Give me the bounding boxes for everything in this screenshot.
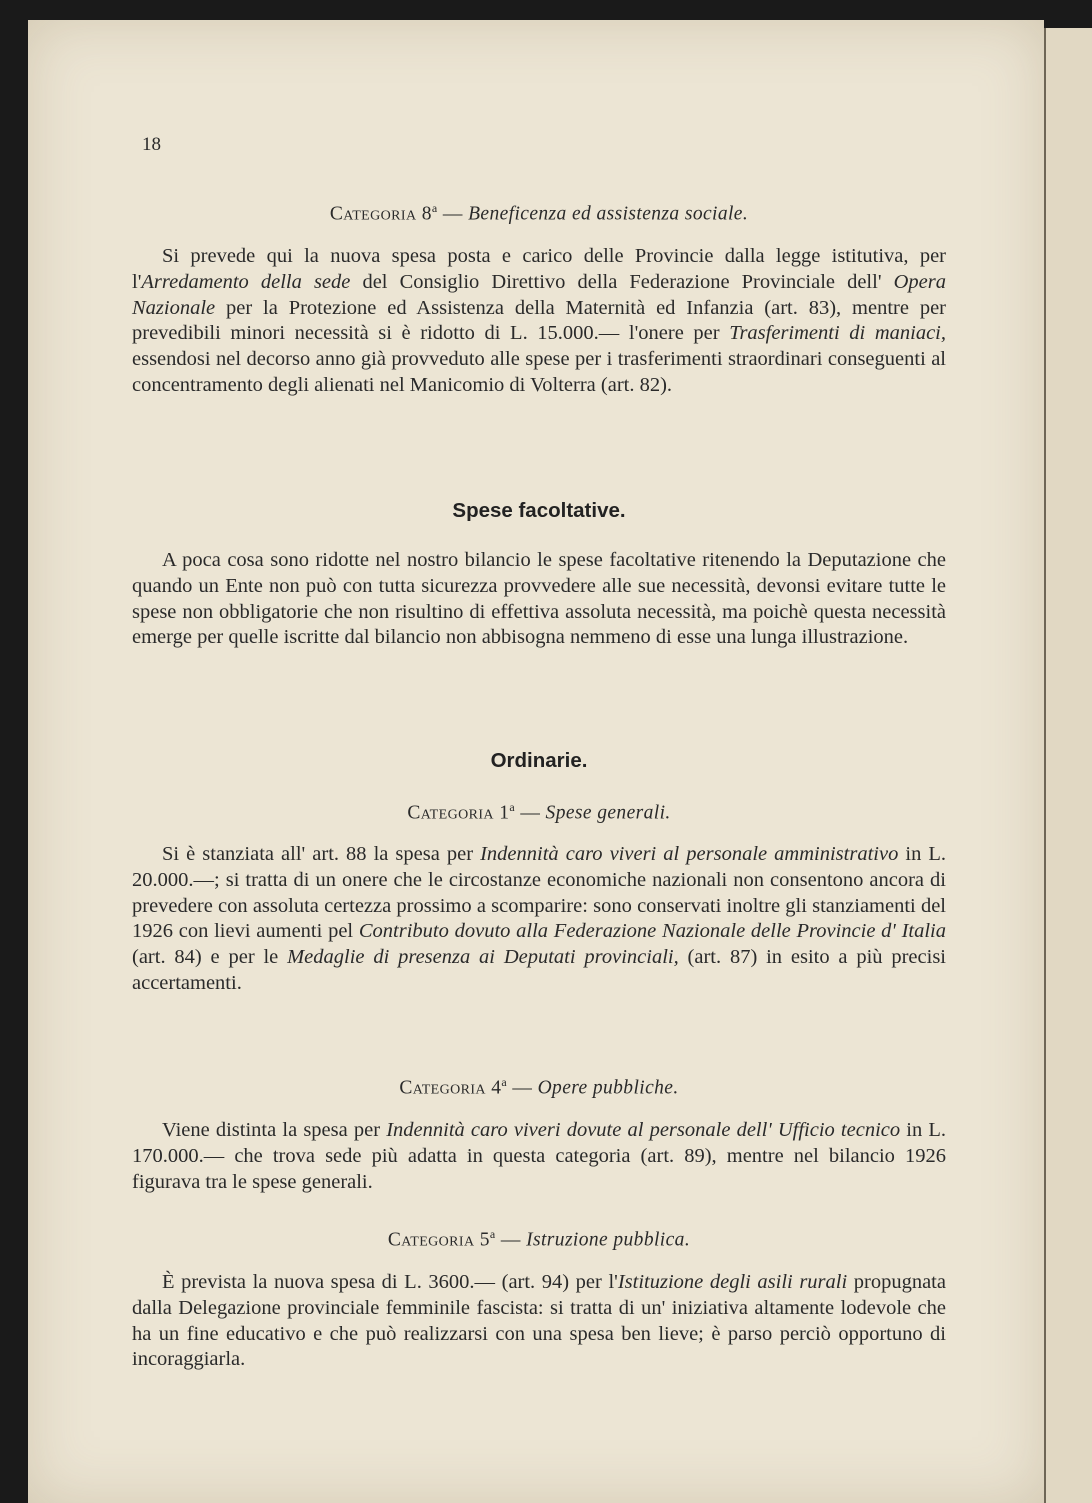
category-number: 8 <box>421 203 432 225</box>
text-run: per la Protezione ed Assistenza della Maternità ed Infanzia (art. 83), mentre per prevedibili minori necessità si è ridotto di L. 15.000.— l'onere per <box>132 296 946 345</box>
category-title: Spese generali. <box>545 802 671 824</box>
italic-run: Opera Nazionale <box>132 270 946 319</box>
category-title: Istruzione pubblica. <box>526 1229 691 1251</box>
paragraph-beneficenza <box>132 244 946 399</box>
text-run: propugnata dalla Delegazione provinciale femminile fascista: si tratta di un' iniziativa altamente lodevole che ha un fine educativo e che può realizzarsi con una spesa ben lieve; è parso perciò opportuno di incoraggiarla. <box>132 1271 946 1371</box>
category-label: Categoria <box>407 802 494 824</box>
italic-run: Arredamento della sede <box>141 270 351 293</box>
facing-page-edge <box>1044 28 1092 1503</box>
text-run: in L. 20.000.—; si tratta di un onere che le circostanze economiche nazionali non consentono ancora di prevedere con assoluta certezza prossimo a scomparire: sono conservati inoltre gli stanziamenti del 1926 con lievi aumenti pel <box>132 843 947 943</box>
category-1-heading <box>132 795 946 826</box>
category-8-heading <box>132 196 946 227</box>
text-run: in L. 170.000.— che trova sede più adatta in questa categoria (art. 89), mentre nel bilancio 1926 figurava tra le spese generali. <box>132 1119 947 1193</box>
paragraph-istruzione-pubblica <box>132 1270 946 1373</box>
category-label: Categoria <box>387 1229 475 1251</box>
category-dash: — <box>495 1229 527 1251</box>
category-ordinal: a <box>501 1075 508 1089</box>
text-run: del Consiglio Direttivo della Federazione Provinciale dell' <box>350 270 894 293</box>
text-run: essendosi nel decorso anno già provveduto alle spese per i trasferimenti straordinari conseguenti al concentramento degli alienati nel Manicomio di Volterra (art. 82). <box>132 348 946 396</box>
text-run: (art. 87) in esito a più precisi accertamenti. <box>132 946 946 994</box>
category-label: Categoria <box>329 203 417 225</box>
category-4-heading <box>132 1070 946 1101</box>
text-run: Viene distinta la spesa per <box>162 1119 387 1141</box>
category-dash: — <box>437 203 469 225</box>
heading-spese-facoltative: Spese facoltative. <box>452 499 626 522</box>
text-run: A poca cosa sono ridotte nel nostro bilancio le spese facoltative ritenendo la Deputazione che quando un Ente non può con tutta sicurezza provvedere alle sue necessità, devonsi evitare tutte le spese non obbligatorie che non risultino di effettiva assoluta necessità, ma poichè questa necessità emerge per quelle iscritte dal bilancio non abbisogna nemmeno di esse una lunga illustrazione. <box>132 549 946 649</box>
paragraph-opere-pubbliche <box>132 1118 946 1195</box>
text-run: Si prevede qui la nuova spesa posta e carico delle Provincie dalla legge istitutiva, per l' <box>132 245 946 293</box>
category-number: 1 <box>499 802 510 824</box>
category-dash: — <box>515 802 546 824</box>
category-dash: — <box>507 1077 538 1099</box>
text-run: È prevista la nuova spesa di L. 3600.— (art. 94) per l' <box>162 1271 618 1293</box>
category-ordinal: a <box>509 800 516 814</box>
paragraph-spese-generali <box>132 842 946 997</box>
heading-ordinarie: Ordinarie. <box>490 749 588 772</box>
category-ordinal: a <box>489 1227 496 1241</box>
category-number: 5 <box>479 1229 490 1251</box>
italic-run: Istituzione degli asili rurali <box>617 1271 848 1293</box>
category-number: 4 <box>491 1077 502 1099</box>
category-5-heading <box>132 1222 946 1253</box>
page-number: 18 <box>142 134 161 155</box>
category-title: Beneficenza ed assistenza sociale. <box>468 203 749 225</box>
italic-run: Medaglie di presenza ai Deputati provinciali, <box>287 946 679 969</box>
paragraph-facoltative <box>132 548 946 651</box>
italic-run: Trasferimenti di maniaci, <box>729 322 946 345</box>
italic-run: Indennità caro viveri al personale amministrativo <box>480 843 899 865</box>
text-run: (art. 84) e per le <box>132 946 288 969</box>
category-ordinal: a <box>431 201 438 215</box>
text-run: Si è stanziata all' art. 88 la spesa per <box>162 843 481 865</box>
category-title: Opere pubbliche. <box>537 1077 679 1099</box>
italic-run: Indennità caro viveri dovute al personale dell' Ufficio tecnico <box>386 1119 901 1141</box>
italic-run: Contributo dovuto alla Federazione Nazionale delle Provincie d' Italia <box>358 920 946 943</box>
category-label: Categoria <box>399 1077 486 1099</box>
